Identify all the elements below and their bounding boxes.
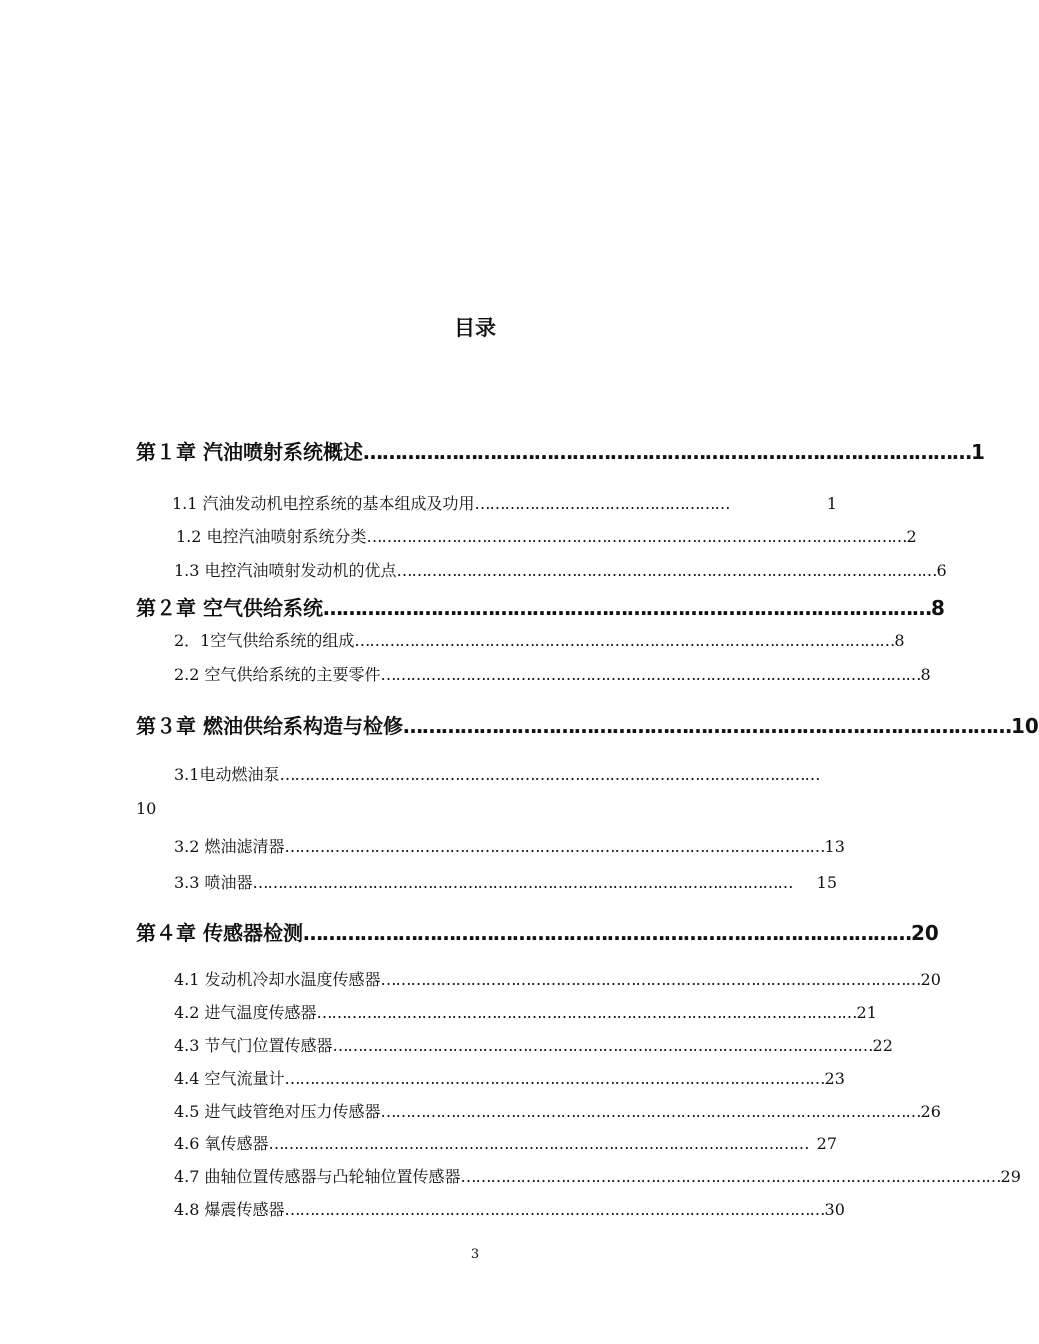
toc-leader-dots: ……………………………………………………………………………………………… <box>460 1167 1001 1186</box>
toc-entry-label: 1.1 汽油发动机电控系统的基本组成及功用 <box>172 494 475 513</box>
toc-leader-dots: ……………………………………………………………………………………………… <box>252 873 793 892</box>
toc-section-4-6[interactable] <box>174 1131 837 1154</box>
toc-leader-dots: ……………………………………………………………………………………………… <box>380 665 921 684</box>
toc-entry-label: 4.2 进气温度传感器 <box>174 1003 317 1022</box>
toc-leader-dots: …………………………………………………………………………………… <box>362 440 971 464</box>
toc-entry-label: 1.2 电控汽油喷射系统分类 <box>176 527 367 546</box>
toc-leader-dots: …………………………………………………………………………………… <box>302 921 911 945</box>
page-footer-number: 3 <box>470 1247 480 1262</box>
toc-entry-label: 2．1空气供给系统的组成 <box>174 631 355 650</box>
toc-leader-dots: …………………………………………… <box>474 494 730 513</box>
toc-entry-label: 第２章 空气供给系统 <box>136 596 323 620</box>
toc-entry-label: 2.2 空气供给系统的主要零件 <box>174 665 381 684</box>
toc-page-number: 23 <box>824 1069 845 1088</box>
toc-page-number: 10 <box>1010 714 1039 738</box>
toc-entry-label: 第４章 传感器检测 <box>136 921 303 945</box>
toc-section-1-1[interactable] <box>172 491 837 514</box>
toc-section-1-3[interactable] <box>174 558 947 581</box>
toc-leader-dots: ……………………………………………………………………………………………… <box>354 631 895 650</box>
toc-section-4-3[interactable] <box>174 1033 893 1056</box>
toc-page-number: 21 <box>856 1003 877 1022</box>
toc-section-4-7[interactable] <box>174 1164 1021 1187</box>
toc-entry-label: 第１章 汽油喷射系统概述 <box>136 440 363 464</box>
toc-section-4-8[interactable] <box>174 1197 845 1220</box>
toc-entry-label: 4.4 空气流量计 <box>174 1069 285 1088</box>
toc-entry-label: 4.3 节气门位置传感器 <box>174 1036 333 1055</box>
toc-page-number: 13 <box>824 837 845 856</box>
toc-leader-dots: ……………………………………………………………………………………………… <box>279 765 820 784</box>
toc-entry-label: 4.7 曲轴位置传感器与凸轮轴位置传感器 <box>174 1167 461 1186</box>
toc-leader-dots: ……………………………………………………………………………………………… <box>268 1134 809 1153</box>
toc-page-number: 8 <box>930 596 945 620</box>
toc-leader-dots: ……………………………………………………………………………………………… <box>380 970 921 989</box>
toc-leader-dots: ……………………………………………………………………………………………… <box>316 1003 857 1022</box>
toc-section-4-1[interactable] <box>174 967 941 990</box>
toc-leader-dots: ……………………………………………………………………………………………… <box>284 837 825 856</box>
toc-leader-dots: ……………………………………………………………………………………………… <box>396 561 937 580</box>
toc-leader-dots: ……………………………………………………………………………………………… <box>332 1036 873 1055</box>
toc-entry-label: 3.1电动燃油泵 <box>174 765 280 784</box>
toc-entry-label: 第３章 燃油供给系构造与检修 <box>136 714 403 738</box>
toc-page-number: 2 <box>906 527 917 546</box>
toc-page-number: 15 <box>816 873 837 892</box>
toc-page-number: 22 <box>872 1036 893 1055</box>
toc-entry-label: 4.5 进气歧管绝对压力传感器 <box>174 1102 381 1121</box>
toc-page-number: 27 <box>816 1134 837 1153</box>
toc-page-number: 6 <box>936 561 947 580</box>
toc-section-4-2[interactable] <box>174 1000 877 1023</box>
toc-leader-dots: ……………………………………………………………………………………………… <box>366 527 907 546</box>
toc-section-3-2[interactable] <box>174 834 845 857</box>
toc-section-3-3[interactable] <box>174 870 837 893</box>
toc-entry-label: 3.3 喷油器 <box>174 873 253 892</box>
toc-title: 目录 <box>454 316 496 340</box>
toc-section-2-1[interactable] <box>174 628 905 651</box>
toc-page-number: 30 <box>824 1200 845 1219</box>
toc-section-3-1[interactable] <box>174 762 837 785</box>
toc-entry-label: 4.8 爆震传感器 <box>174 1200 285 1219</box>
toc-chapter-3[interactable] <box>136 710 1039 739</box>
toc-entry-label: 3.2 燃油滤清器 <box>174 837 285 856</box>
toc-page-number: 8 <box>894 631 905 650</box>
toc-leader-dots: …………………………………………………………………………………… <box>322 596 931 620</box>
toc-page-number: 29 <box>1000 1167 1021 1186</box>
toc-leader-dots: ……………………………………………………………………………………………… <box>380 1102 921 1121</box>
toc-chapter-4[interactable] <box>136 917 939 946</box>
toc-section-4-5[interactable] <box>174 1099 941 1122</box>
toc-section-2-2[interactable] <box>174 662 931 685</box>
toc-page-number: 1 <box>826 494 837 513</box>
toc-page-number: 8 <box>920 665 931 684</box>
toc-page-number: 1 <box>970 440 985 464</box>
toc-page-number: 26 <box>920 1102 941 1121</box>
toc-page-number: 10 <box>136 799 157 818</box>
toc-page-number: 20 <box>910 921 939 945</box>
toc-section-1-2[interactable] <box>176 524 917 547</box>
toc-page-number: 20 <box>920 970 941 989</box>
toc-leader-dots: ……………………………………………………………………………………………… <box>284 1200 825 1219</box>
toc-entry-label: 4.1 发动机冷却水温度传感器 <box>174 970 381 989</box>
toc-section-4-4[interactable] <box>174 1066 845 1089</box>
toc-leader-dots: …………………………………………………………………………………… <box>402 714 1011 738</box>
toc-chapter-2[interactable] <box>136 592 945 621</box>
toc-leader-dots: ……………………………………………………………………………………………… <box>284 1069 825 1088</box>
toc-entry-label: 4.6 氧传感器 <box>174 1134 269 1153</box>
toc-entry-label: 1.3 电控汽油喷射发动机的优点 <box>174 561 397 580</box>
toc-chapter-1[interactable] <box>136 436 985 465</box>
